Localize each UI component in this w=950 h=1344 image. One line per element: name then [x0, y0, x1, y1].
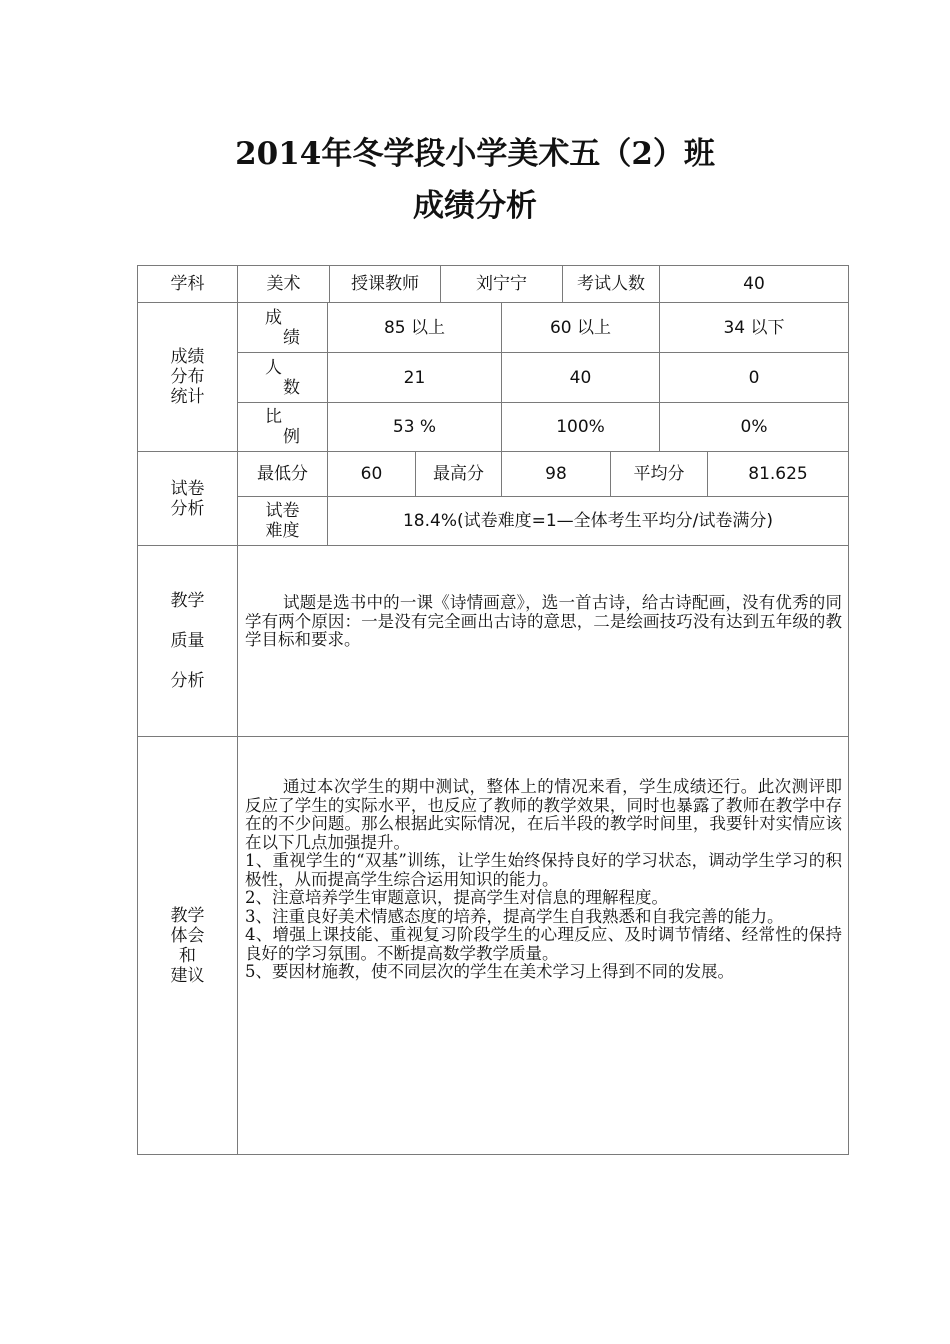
ratio-row-label	[238, 403, 327, 451]
ratio-60-above: 100%	[556, 417, 605, 437]
label-line: 质量	[170, 631, 205, 651]
label-line: 教学	[170, 591, 205, 611]
label-line: 分析	[170, 498, 205, 519]
paper-section-label	[138, 452, 237, 545]
count-34-below: 0	[748, 367, 760, 388]
reflection-text	[245, 778, 842, 982]
band-85-above: 85 以上	[383, 317, 446, 338]
quality-section-label	[138, 546, 237, 736]
label-line: 成绩	[170, 347, 205, 367]
teacher-value: 刘宁宁	[476, 274, 527, 294]
paragraph: 试题是选书中的一课《诗情画意》，选一首古诗，给古诗配画，没有优秀的同学有两个原因：一是没有完全画出古诗的意思，二是绘画技巧没有达到五年级的教学目标和要求。	[245, 593, 842, 649]
label-line: 教学	[170, 906, 205, 926]
label-line: 分布	[170, 367, 205, 387]
distribution-section-label	[138, 303, 237, 451]
label-line: 统计	[170, 387, 205, 407]
count-85-above: 21	[403, 367, 426, 388]
max-score-value: 98	[545, 464, 567, 484]
min-score-value: 60	[360, 464, 383, 484]
label-char: 绩	[283, 327, 300, 348]
difficulty-value: 18.4%(试卷难度=1—全体考生平均分/试卷满分)	[402, 511, 774, 531]
row-divider	[137, 545, 849, 546]
reflection-section-label	[138, 737, 237, 1155]
document-title: 2014年冬学段小学美术五（2）班	[235, 136, 715, 172]
label-char: 数	[283, 377, 300, 398]
label-line: 试卷	[265, 501, 300, 521]
score-row-label	[238, 303, 327, 352]
row-divider	[137, 736, 849, 737]
list-item: 3、注重良好美术情感态度的培养，提高学生自我熟悉和自我完善的能力。	[245, 906, 784, 926]
label-line: 分析	[170, 671, 205, 691]
label-char: 例	[283, 427, 300, 447]
teacher-label: 授课教师	[351, 274, 419, 294]
label-char: 人	[265, 357, 282, 378]
document-subtitle: 成绩分析	[413, 188, 537, 224]
band-60-above: 60 以上	[549, 317, 612, 338]
subject-label: 学科	[170, 274, 205, 294]
label-char: 成	[265, 307, 282, 328]
avg-score-value: 81.625	[748, 464, 808, 484]
exam-count-label: 考试人数	[577, 274, 645, 294]
max-score-label: 最高分	[433, 464, 484, 484]
exam-count-value: 40	[743, 274, 765, 294]
list-item: 2、注意培养学生审题意识，提高学生对信息的理解程度。	[245, 888, 668, 907]
label-line: 建议	[170, 966, 205, 986]
band-34-below: 34 以下	[723, 317, 785, 338]
subject-value: 美术	[266, 274, 301, 294]
list-item: 1、重视学生的“双基”训练，让学生始终保持良好的学习状态，调动学生学习的积极性，从而提高学生综合运用知识的能力。	[245, 851, 842, 889]
label-char: 比	[265, 407, 282, 427]
list-item: 4、增强上课技能、重视复习阶段学生的心理反应、及时调节情绪、经常性的保持良好的学习氛围。不断提高数学教学质量。	[245, 925, 842, 963]
count-row-label	[238, 353, 327, 402]
avg-score-label: 平均分	[633, 464, 685, 484]
list-item: 5、要因材施教，使不同层次的学生在美术学习上得到不同的发展。	[245, 962, 734, 981]
count-60-above: 40	[569, 367, 592, 388]
paragraph: 通过本次学生的期中测试，整体上的情况来看，学生成绩还行。此次测评即反应了学生的实际水平，也反应了教师的教学效果，同时也暴露了教师在教学中存在的不少问题。那么根据此实际情况，在后半段的教学时间里，我要针对实情应该在以下几点加强提升。	[245, 777, 842, 852]
ratio-85-above: 53 %	[392, 417, 437, 437]
label-line: 和	[179, 946, 196, 966]
label-line: 难度	[265, 521, 300, 541]
min-score-label: 最低分	[257, 464, 308, 484]
ratio-34-below: 0%	[740, 417, 768, 437]
label-line: 体会	[170, 926, 205, 946]
difficulty-label	[238, 497, 327, 545]
label-line: 试卷	[170, 478, 205, 499]
quality-analysis-text	[245, 594, 842, 650]
